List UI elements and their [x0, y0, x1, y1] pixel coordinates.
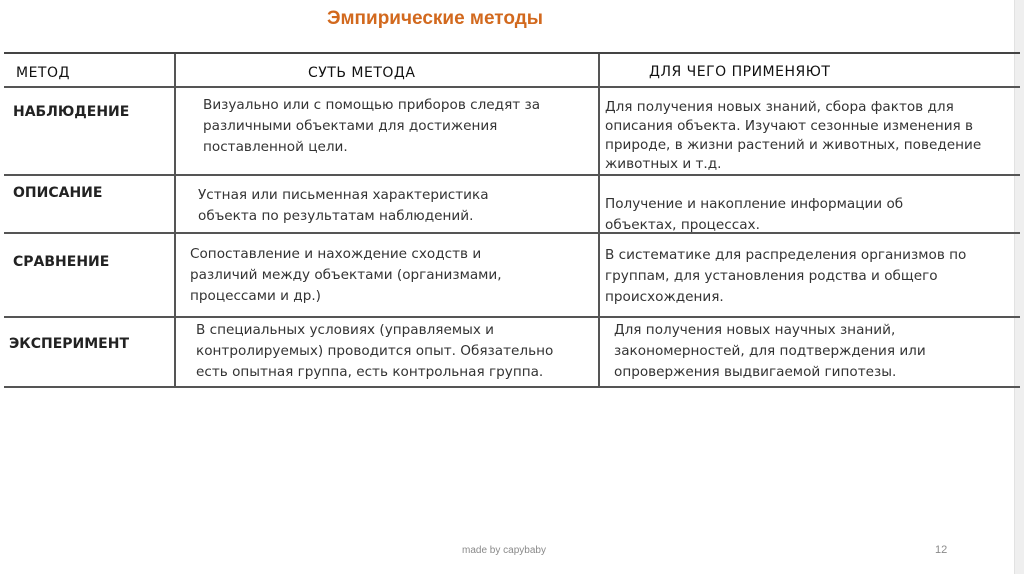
method-name: ЭКСПЕРИМЕНТ: [9, 336, 130, 352]
method-name: СРАВНЕНИЕ: [13, 254, 110, 270]
method-purpose: Для получения новых научных знаний, закономерностей, для подтверждения или опровержения выдвигаемой гипотезы.: [614, 322, 926, 380]
header-purpose: ДЛЯ ЧЕГО ПРИМЕНЯЮТ: [649, 64, 831, 80]
header-essence: СУТЬ МЕТОДА: [308, 65, 416, 81]
row-divider: [4, 316, 1020, 318]
column-divider: [598, 54, 600, 386]
page-number: 12: [935, 544, 948, 556]
row-divider: [4, 174, 1020, 176]
slide-title: Эмпирические методы: [326, 8, 544, 29]
column-divider: [174, 54, 176, 386]
method-purpose: Получение и накопление информации об объектах, процессах.: [605, 196, 904, 233]
method-purpose: Для получения новых знаний, сбора фактов для описания объекта. Изучают сезонные изменения в природе, в жизни растений и животных, поведение животных и т.д.: [605, 99, 982, 172]
methods-table: [4, 52, 1020, 388]
header-method: МЕТОД: [16, 65, 70, 81]
method-purpose: В систематике для распределения организмов по группам, для установления родства и общего происхождения.: [605, 247, 967, 305]
row-divider: [4, 86, 1020, 88]
method-name: ОПИСАНИЕ: [13, 185, 103, 201]
method-name: НАБЛЮДЕНИЕ: [13, 104, 130, 120]
method-essence: Устная или письменная характеристика объекта по результатам наблюдений.: [198, 187, 489, 224]
method-essence: В специальных условиях (управляемых и контролируемых) проводится опыт. Обязательно есть опытная группа, есть контрольная группа.: [196, 322, 554, 380]
method-essence: Сопоставление и нахождение сходств и различий между объектами (организмами, процессами и др.): [190, 246, 502, 304]
method-essence: Визуально или с помощью приборов следят за различными объектами для достижения поставленной цели.: [203, 97, 541, 155]
footer-credit: made by capybaby: [462, 545, 546, 556]
